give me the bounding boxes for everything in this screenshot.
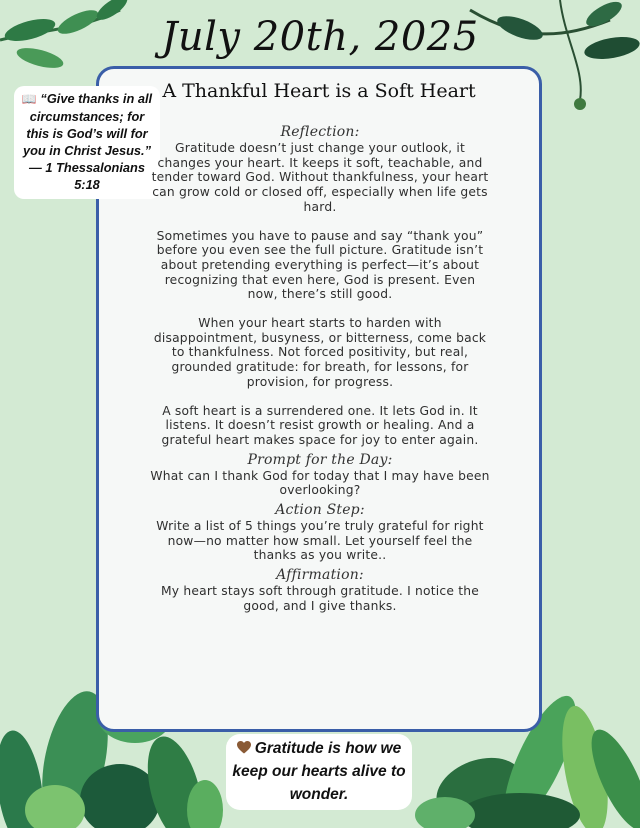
open-book-icon: 📖: [21, 92, 37, 106]
brown-heart-icon: [237, 741, 251, 754]
verse-box: [14, 86, 160, 199]
verse-reference: — 1 Thessalonians 5:18: [29, 160, 145, 192]
reflection-content: [150, 124, 490, 616]
reflection-paragraph: Sometimes you have to pause and say “thank you” before you even see the full picture. Gratitude isn’t about pretending everything is perfect—it’s about recognizing that even here, God is present. Even now, there’s still good.: [156, 228, 484, 302]
prompt-heading: Prompt for the Day:: [247, 451, 393, 468]
prompt-text: What can I thank God for today that I may have been overlooking?: [150, 468, 490, 498]
page-title: A Thankful Heart is a Soft Heart: [162, 80, 476, 102]
action-heading: Action Step:: [275, 502, 365, 519]
affirmation-heading: Affirmation:: [276, 567, 364, 584]
action-text: Write a list of 5 things you’re truly grateful for right now—no matter how small. Let yourself feel the thanks as you write..: [156, 519, 484, 563]
reflection-paragraph: A soft heart is a surrendered one. It lets God in. It listens. It doesn’t resist growth or healing. And a grateful heart makes space for joy to enter again.: [161, 403, 479, 447]
reflection-paragraph: When your heart starts to harden with disappointment, busyness, or bitterness, come back to thankfulness. Not forced positivity, but real, grounded gratitude: for breath, for lessons, for provision, for progress.: [153, 316, 487, 389]
reflection-heading: Reflection:: [280, 124, 360, 140]
banner-text: Gratitude is how we keep our hearts alive to wonder.: [232, 740, 406, 803]
affirmation-text: My heart stays soft through gratitude. I notice the good, and I give thanks.: [161, 584, 479, 613]
date-title: July 20th, 2025: [161, 14, 479, 60]
verse-text: “Give thanks in all circumstances; for this is God’s will for you in Christ Jesus.”: [22, 91, 153, 158]
gratitude-banner: [226, 734, 412, 810]
reflection-paragraph: Gratitude doesn’t just change your outlook, it changes your heart. It keeps it soft, teachable, and tender toward God. Without thankfulness, your heart can grow cold or closed off, especially when life gets hard.: [151, 141, 489, 214]
